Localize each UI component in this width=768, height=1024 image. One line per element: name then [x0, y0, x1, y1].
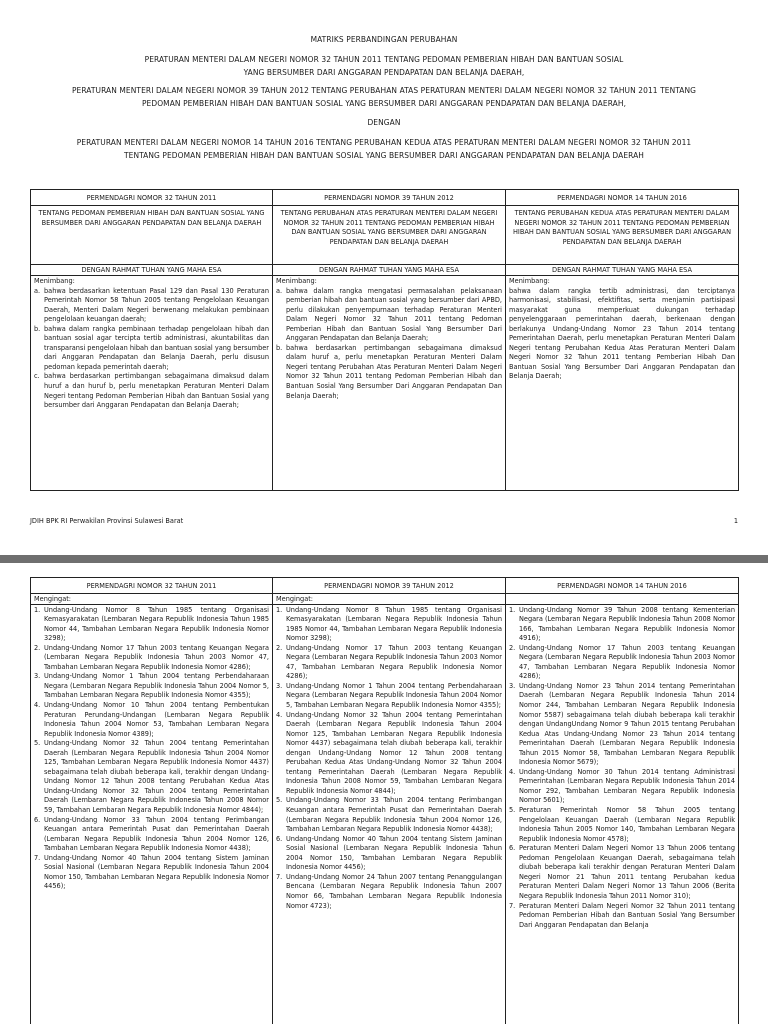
col2-mengingat — [273, 604, 506, 1024]
list-item: 3. Undang-Undang Nomor 1 Tahun 2004 tentang Perbendaharaan Negara (Lembaran Negara Republik Indonesia Tahun 2004 Nomor 5, Tambahan Lembaran Negara Republik Indonesia Nomor 4355); — [34, 671, 269, 700]
menimbang-label: Menimbang: — [34, 276, 75, 285]
page-footer — [30, 516, 738, 525]
list-item: 3. Undang-Undang Nomor 23 Tahun 2014 tentang Pemerintahan Daerah (Lembaran Negara Republik Indonesia Tahun 2014 Nomor 244, Tambahan Lembaran Negara Republik Indonesia Nomor 5587) sebagaimana telah diubah beberapa kali terakhir dengan UndangUndang Nomor 9 Tahun 2015 tentang Perubahan Kedua Atas Undang-Undang Nomor 23 Tahun 2014 tentang Pemerintahan Daerah (Lembaran Negara Republik Indonesia Tahun 2015 Nomor 58, Tambahan Lembaran Negara Republik Indonesia Nomor 5679); — [509, 680, 735, 767]
list-item: 1. Undang-Undang Nomor 8 Tahun 1985 tentang Organisasi Kemasyarakatan (Lembaran Negara Republik Indonesia Tahun 1985 Nomor 44, Tambahan Lembaran Negara Republik Indonesia Nomor 3298); — [276, 604, 502, 643]
comparison-table-page1 — [30, 189, 739, 491]
col1-header: PERMENDAGRI NOMOR 32 TAHUN 2011 — [31, 190, 273, 206]
list-item: 6. Undang-Undang Nomor 33 Tahun 2004 tentang Perimbangan Keuangan antara Pemerintah Pusat dan Pemerintahan Daerah (Lembaran Negara Republik Indonesia Tahun 2004 Nomor 126, Tambahan Lembaran Negara Republik Indonesia Nomor 4438); — [34, 814, 269, 853]
list-item: a. bahwa berdasarkan ketentuan Pasal 129 dan Pasal 130 Peraturan Pemerintah Nomor 58 Tahun 2005 tentang Pengelolaan Keuangan Daerah, Menteri Dalam Negeri berwenang melakukan pembinaan pengelolaan keuangan daerah; — [34, 285, 269, 324]
col2-header: PERMENDAGRI NOMOR 39 TAHUN 2012 — [273, 578, 506, 594]
comparison-table-page2 — [30, 577, 739, 1024]
col2-mengingat-label: Mengingat: — [273, 594, 506, 605]
col1-mengingat — [31, 604, 273, 1024]
col2-mengingat-list — [276, 605, 502, 911]
doc-title: MATRIKS PERBANDINGAN PERUBAHAN — [310, 34, 458, 44]
dengan-label: DENGAN — [367, 117, 401, 127]
col2-menimbang-list — [276, 286, 502, 401]
col2-menimbang — [273, 276, 506, 491]
col2-rahmat: DENGAN RAHMAT TUHAN YANG MAHA ESA — [273, 265, 506, 276]
list-item: 1. Undang-Undang Nomor 8 Tahun 1985 tentang Organisasi Kemasyarakatan (Lembaran Negara Republik Indonesia Tahun 1985 Nomor 44, Tambahan Lembaran Negara Republik Indonesia Nomor 3298); — [34, 604, 269, 643]
list-item: 4. Undang-Undang Nomor 10 Tahun 2004 tentang Pembentukan Peraturan Perundang-Undangan (Lembaran Negara Republik Indonesia Tahun 2004 Nomor 53, Tambahan Lembaran Negara Republik Indonesia Nomor 4389); — [34, 700, 269, 738]
list-item: b. bahwa berdasarkan pertimbangan sebagaimana dimaksud dalam huruf a, perlu menetapkan Peraturan Menteri Dalam Negeri tentang Perubahan Atas Peraturan Menteri Dalam Negeri Nomor 32 Tahun 2011 tentang Pedoman Pemberian Hibah dan Bantuan Sosial Yang Bersumber Dari Anggaran Pendapatan Dan Belanja Daerah; — [276, 342, 502, 400]
list-item: 5. Undang-Undang Nomor 33 Tahun 2004 tentang Perimbangan Keuangan antara Pemerintah Pusat dan Pemerintahan Daerah (Lembaran Negara Republik Indonesia Tahun 2004 Nomor 126, Tambahan Lembaran Negara Republik Indonesia Nomor 4438); — [276, 795, 502, 834]
col1-mengingat-label: Mengingat: — [31, 594, 273, 605]
list-item: 3. Undang-Undang Nomor 1 Tahun 2004 tentang Perbendaharaan Negara (Lembaran Negara Republik Indonesia Tahun 2004 Nomor 5, Tambahan Lembaran Negara Republik Indonesia Nomor 4355); — [276, 680, 502, 710]
col3-mengingat-label — [506, 594, 739, 605]
list-item: 7. Undang-Undang Nomor 24 Tahun 2007 tentang Penanggulangan Bencana (Lembaran Negara Republik Indonesia Tahun 2007 Nomor 66, Tambahan Lembaran Negara Republik Indonesia Nomor 4723); — [276, 871, 502, 910]
col2-title: TENTANG PERUBAHAN ATAS PERATURAN MENTERI DALAM NEGERI NOMOR 32 TAHUN 2011 TENTANG PEDOMAN PEMBERIAN HIBAH DAN BANTUAN SOSIAL YANG BERSUMBER DARI ANGGARAN PENDAPATAN DAN BELANJA DAERAH — [273, 206, 506, 265]
document-page-2 — [0, 563, 768, 1024]
list-item: 6. Undang-Undang Nomor 40 Tahun 2004 tentang Sistem Jaminan Sosial Nasional (Lembaran Negara Republik Indonesia Tahun 2004 Nomor 150, Tambahan Lembaran Negara Republik Indonesia Nomor 4456); — [276, 833, 502, 872]
list-item: c. bahwa berdasarkan pertimbangan sebagaimana dimaksud dalam huruf a dan huruf b, perlu menetapkan Peraturan Menteri Dalam Negeri tentang Pedoman Pemberian Hibah dan Bantuan Sosial yang bersumber dari Anggaran Pendapatan dan Belanja Daerah; — [34, 371, 269, 410]
mengingat-label-row — [31, 594, 739, 605]
list-item: 6. Peraturan Menteri Dalam Negeri Nomor 13 Tahun 2006 tentang Pedoman Pengelolaan Keuangan Daerah, sebagaimana telah diubah beberapa kali terakhir dengan Peraturan Menteri Dalam Negeri Nomor 21 Tahun 2011 tentang Perubahan kedua Peraturan Menteri Dalam Negeri Nomor 13 Tahun 2006 (Berita Negara Republik Indonesia Tahun 2011 Nomor 310); — [509, 843, 735, 900]
col3-mengingat-list — [509, 605, 735, 930]
col1-mengingat-list — [34, 605, 269, 891]
list-item: 7. Undang-Undang Nomor 40 Tahun 2004 tentang Sistem Jaminan Sosial Nasional (Lembaran Negara Republik Indonesia Tahun 2004 Nomor 150, Tambahan Lembaran Negara Republik Indonesia Nomor 4456); — [34, 852, 269, 891]
col3-header: PERMENDAGRI NOMOR 14 TAHUN 2016 — [506, 578, 739, 594]
rahmat-row — [31, 265, 739, 276]
list-item: 5. Peraturan Pemerintah Nomor 58 Tahun 2005 tentang Pengelolaan Keuangan Daerah (Lembaran Negara Republik Indonesia Tahun 2005 Nomor 140, Tambahan Lembaran Negara Republik Indonesia Nomor 4578); — [509, 805, 735, 843]
col1-title: TENTANG PEDOMAN PEMBERIAN HIBAH DAN BANTUAN SOSIAL YANG BERSUMBER DARI ANGGARAN PENDAPATAN DAN BELANJA DAERAH — [31, 206, 273, 265]
footer-source: JDIH BPK RI Perwakilan Provinsi Sulawesi Barat — [30, 516, 184, 525]
list-item: 2. Undang-Undang Nomor 17 Tahun 2003 tentang Keuangan Negara (Lembaran Negara Republik Indonesia Tahun 2003 Nomor 47, Tambahan Lembaran Negara Republik Indonesia Nomor 4286); — [276, 642, 502, 681]
col3-menimbang — [506, 276, 739, 491]
list-item: b. bahwa dalam rangka pembinaan terhadap pengelolaan hibah dan bantuan sosial agar tercipta tertib administrasi, akuntabilitas dan transparansi pengelolaan hibah dan bantuan sosial yang bersumber dari Anggaran Pendapatan dan Belanja Daerah, perlu disusun pedoman kepada pemerintah daerah; — [34, 323, 269, 371]
list-item: 4. Undang-Undang Nomor 32 Tahun 2004 tentang Pemerintahan Daerah (Lembaran Negara Republik Indonesia Tahun 2004 Nomor 125, Tambahan Lembaran Negara Republik Indonesia Nomor 4437) sebagaimana telah diubah beberapa kali, terakhir dengan Undang-Undang Nomor 12 Tahun 2008 tentang Perubahan Kedua Atas Undang-Undang Nomor 32 Tahun 2004 tentang Pemerintahan Daerah (Lembaran Negara Republik Indonesia Tahun 2008 Nomor 59, Tambahan Lembaran Negara Republik Indonesia Nomor 4844); — [276, 709, 502, 795]
col1-menimbang — [31, 276, 273, 491]
column-header-row — [31, 578, 739, 594]
list-item: 7. Peraturan Menteri Dalam Negeri Nomor 32 Tahun 2011 tentang Pedoman Pemberian Hibah dan Bantuan Sosial Yang Bersumber Dari Anggaran Pendapatan dan Belanja — [509, 900, 735, 929]
reg1-heading: PERATURAN MENTERI DALAM NEGERI NOMOR 32 TAHUN 2011 TENTANG PEDOMAN PEMBERIAN HIBAH DAN BANTUAN SOSIAL YANG BERSUMBER DARI ANGGARAN PENDAPATAN DAN BELANJA DAERAH, — [144, 54, 624, 77]
list-item: 1. Undang-Undang Nomor 39 Tahun 2008 tentang Kementerian Negara (Lembaran Negara Republik Indonesia Tahun 2008 Nomor 166, Tambahan Lembaran Negara Republik Indonesia Nomor 4916); — [509, 604, 735, 643]
reg2-heading: PERATURAN MENTERI DALAM NEGERI NOMOR 39 TAHUN 2012 TENTANG PERUBAHAN ATAS PERATURAN MENTERI DALAM NEGERI NOMOR 32 TAHUN 2011 TENTANG PEDOMAN PEMBERIAN HIBAH DAN BANTUAN SOSIAL YANG BERSUMBER DARI ANGGARAN PENDAPATAN DAN BELANJA DAERAH, — [71, 85, 697, 108]
col2-header: PERMENDAGRI NOMOR 39 TAHUN 2012 — [273, 190, 506, 206]
menimbang-label: Menimbang: — [509, 276, 550, 285]
col3-menimbang-text: bahwa dalam rangka tertib administrasi, dan terciptanya harmonisasi, stabilisasi, efektifitas, serta menjamin partisipasi masyarakat guna memperkuat dukungan terhadap penyelenggaraan pemerintahan daerah, berkenaan dengan berlakunya Undang-Undang Nomor 23 Tahun 2014 tentang Pemerintahan Daerah, perlu menetapkan Peraturan Menteri Dalam Negeri tentang Perubahan Kedua Atas Peraturan Menteri Dalam Negeri Nomor 32 Tahun 2011 tentang Pemberian Hibah Dan Bantuan Sosial Yang Bersumber Dari Anggaran Pendapatan dan Belanja Daerah; — [509, 285, 735, 381]
list-item: 2. Undang-Undang Nomor 17 Tahun 2003 tentang Keuangan Negara (Lembaran Negara Republik Indonesia Tahun 2003 Nomor 47, Tambahan Lembaran Negara Republik Indonesia Nomor 4286); — [34, 642, 269, 671]
page-number: 1 — [733, 516, 738, 525]
col1-header: PERMENDAGRI NOMOR 32 TAHUN 2011 — [31, 578, 273, 594]
col1-rahmat: DENGAN RAHMAT TUHAN YANG MAHA ESA — [31, 265, 273, 276]
list-item: 5. Undang-Undang Nomor 32 Tahun 2004 tentang Pemerintahan Daerah (Lembaran Negara Republik Indonesia Tahun 2004 Nomor 125, Tambahan Lembaran Negara Republik Indonesia Nomor 4437) sebagaimana telah diubah beberapa kali, terakhir dengan Undang-Undang Nomor 12 Tahun 2008 tentang Perubahan Kedua Atas Undang-Undang Nomor 32 Tahun 2004 tentang Pemerintahan Daerah (Lembaran Negara Republik Indonesia Tahun 2008 Nomor 59, Tambahan Lembaran Negara Republik Indonesia Nomor 4844); — [34, 738, 269, 815]
col1-menimbang-list — [34, 286, 269, 410]
title-row — [31, 206, 739, 265]
col3-rahmat: DENGAN RAHMAT TUHAN YANG MAHA ESA — [506, 265, 739, 276]
col3-mengingat — [506, 604, 739, 1024]
list-item: 4. Undang-Undang Nomor 30 Tahun 2014 tentang Administrasi Pemerintahan (Lembaran Negara Republik Indonesia Tahun 2014 Nomor 292, Tambahan Lembaran Negara Republik Indonesia Nomor 5601); — [509, 766, 735, 805]
mengingat-row — [31, 604, 739, 1024]
list-item: 2. Undang-Undang Nomor 17 Tahun 2003 tentang Keuangan Negara (Lembaran Negara Republik Indonesia Tahun 2003 Nomor 47, Tambahan Lembaran Negara Republik Indonesia Nomor 4286); — [509, 642, 735, 681]
list-item: a. bahwa dalam rangka mengatasi permasalahan pelaksanaan pemberian hibah dan bantuan sosial yang bersumber dari APBD, perlu dilakukan penyempurnaan terhadap Peraturan Menteri Dalam Negeri Nomor 32 Tahun 2011 tentang Pedoman Pemberian Hibah dan Bantuan Sosial Yang Bersumber Dari Anggaran Pendapatan dan Belanja Daerah; — [276, 285, 502, 343]
col3-title: TENTANG PERUBAHAN KEDUA ATAS PERATURAN MENTERI DALAM NEGERI NOMOR 32 TAHUN 2011 TENTANG PEDOMAN PEMBERIAN HIBAH DAN BANTUAN SOSIAL YANG BERSUMBER DARI ANGGARAN PENDAPATAN DAN BELANJA DAERAH — [506, 206, 739, 265]
menimbang-row — [31, 276, 739, 491]
column-header-row — [31, 190, 739, 206]
col3-header: PERMENDAGRI NOMOR 14 TAHUN 2016 — [506, 190, 739, 206]
reg3-heading: PERATURAN MENTERI DALAM NEGERI NOMOR 14 TAHUN 2016 TENTANG PERUBAHAN KEDUA ATAS PERATURAN MENTERI DALAM NEGERI NOMOR 32 TAHUN 2011 TENTANG PEDOMAN PEMBERIAN HIBAH DAN BANTUAN SOSIAL YANG BERSUMBER DARI ANGGARAN PENDAPATAN DAN BELANJA DAERAH — [76, 137, 692, 160]
menimbang-label: Menimbang: — [276, 276, 317, 285]
